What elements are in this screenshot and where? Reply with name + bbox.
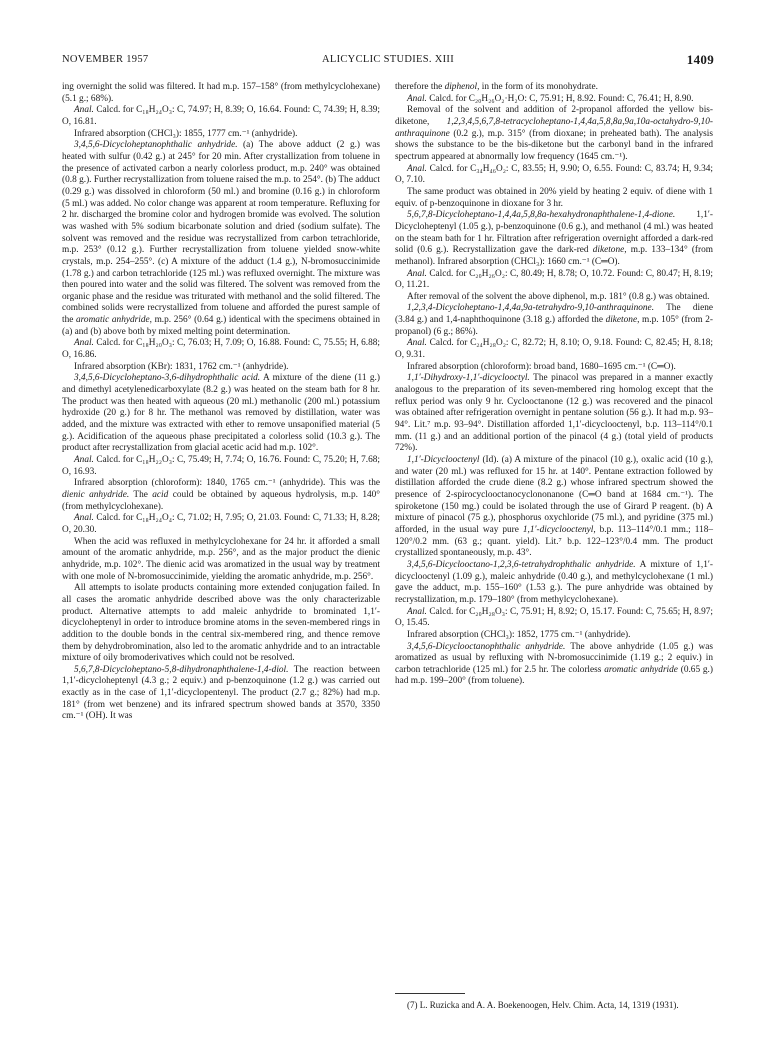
text-run: , m.p. 105° (from 2-propanol) (6 g.; 86%). — [395, 315, 713, 337]
paragraph — [62, 105, 380, 128]
footnote — [395, 1000, 713, 1012]
text-run: Infrared absorption (CHCl₃): 1852, 1775 cm.⁻¹ (anhydride). — [407, 629, 631, 640]
running-head-date: NOVEMBER 1957 — [62, 54, 149, 65]
paragraph — [62, 537, 380, 584]
italic-text: aromatic anhydride — [76, 315, 150, 326]
text-run: , in the form of its monohydrate. — [477, 82, 598, 92]
italic-text: dienic anhydride. — [62, 489, 130, 500]
footnote-rule — [395, 993, 465, 994]
running-head — [62, 52, 714, 68]
paragraph — [395, 269, 713, 292]
italic-text: Anal. — [407, 338, 427, 349]
text-run: The pinacol was prepared in a manner exactly analogous to the preparation of its seven-membered ring homolog except that the reflux period was only 9 hr. Cyclooctanone (12 g.) was recovered and the pinacol was obtained after refrigeration overnight in pentane solution (56 g.). It had m.p. 93–94°. Lit.⁷ m.p. 93–94°. Distillation afforded 1,1′-dicyclooctenyl, b.p. 113–114°/0.1 mm. (11 g.) and an additional portion of the pinacol (4 g.) (total yield of products 72%). — [395, 373, 713, 454]
text-run: After removal of the solvent the above diphenol, m.p. 181° (0.8 g.) was obtained. — [407, 291, 710, 302]
text-run: ing overnight the solid was filtered. It had m.p. 157–158° (from methylcyclohexane) (5.1 g.; 68%). — [62, 82, 380, 104]
text-run: The diene (3.84 g.) and 1,4-naphthoquinone (3.18 g.) afforded the — [395, 303, 713, 326]
paragraph — [62, 513, 380, 536]
paragraph — [395, 373, 713, 455]
page-number: 1409 — [686, 52, 714, 67]
text-run: The — [129, 489, 153, 500]
paragraph — [62, 478, 380, 513]
text-run: , b.p. 113–114°/0.1 mm.; 118–120°/0.2 mm. (63 g.; quant. yield). Lit.⁷ b.p. 122–123°/0.4 mm. The product crystallized spontaneously, m.p. 43°. — [395, 524, 713, 559]
paragraph — [395, 210, 713, 268]
italic-text: Anal. — [74, 105, 94, 116]
text-run: Infrared absorption (CHCl₃): 1855, 1777 cm.⁻¹ (anhydride). — [74, 128, 298, 139]
text-run: Calcd. for C₁₈H₂₀O₃: C, 76.03; H, 7.09; O, 16.88. Found: C, 75.55; H, 6.88; O, 16.86. — [62, 338, 380, 361]
italic-text: Anal. — [407, 93, 427, 104]
right-column — [395, 82, 713, 688]
italic-text: 3,4,5,6-Dicycloheptanophthalic anhydride. — [74, 140, 238, 151]
text-run: Calcd. for C₂₀H₂₆O₂·H₂O: C, 75.91; H, 8.92. Found: C, 76.41; H, 8.90. — [426, 93, 694, 104]
italic-text: acid — [152, 489, 169, 500]
left-column — [62, 82, 380, 723]
paragraph — [62, 129, 380, 141]
italic-text: aromatic anhydride — [604, 664, 678, 675]
italic-text: Anal. — [407, 163, 427, 174]
text-run: 1,1′-Dicycloheptenyl (1.05 g.), p-benzoquinone (0.6 g.), and methanol (4 ml.) was heated on the steam bath for 1 hr. Filtration after refrigeration overnight afforded a dark-red solid (0.6 g.). Recrystallization gave the dark-red — [395, 210, 713, 256]
text-run: , m.p. 256° (0.64 g.) identical with the specimens obtained in (a) and (b) above both by mixed melting point determination. — [62, 315, 380, 337]
text-run: Calcd. for C₁₈H₂₄O₃: C, 74.97; H, 8.39; O, 16.64. Found: C, 74.39; H, 8.39; O, 16.81. — [62, 105, 380, 127]
paragraph — [62, 362, 380, 374]
italic-text: 3,4,5,6-Dicyclooctanophthalic anhydride. — [407, 641, 566, 652]
italic-text: Anal. — [74, 513, 94, 524]
paragraph — [62, 665, 380, 723]
paragraph — [395, 292, 713, 304]
paragraph — [395, 82, 713, 94]
italic-text: 3,4,5,6-Dicyclooctano-1,2,3,6-tetrahydrophthalic anhydride. — [407, 559, 636, 570]
text-run: When the acid was refluxed in methylcyclohexane for 24 hr. it afforded a small amount of the aromatic anhydride, m.p. 256°, and as the major product the dienic anhydride, m.p. 102°. The dienic acid was aromatized in the usual way by treatment with one mole of N-bromosuccinimide, yielding the aromatic anhydride, m.p. 256°. — [62, 536, 380, 582]
footnote-text: (7) L. Ruzicka and A. A. Boekenoogen, Helv. Chim. Acta, 14, 1319 (1931). — [407, 1000, 679, 1010]
italic-text: 5,6,7,8-Dicycloheptano-1,4,4a,5,8,8a-hexahydronaphthalene-1,4-dione. — [407, 210, 676, 221]
text-run: The same product was obtained in 20% yield by heating 2 equiv. of diene with 1 equiv. of p-benzoquinone in dioxane for 3 hr. — [395, 186, 713, 209]
text-run: All attempts to isolate products containing more extended conjugation failed. In all cases the aromatic anhydride described above was the only characterizable product. Alternative attempts to add maleic anhydride to brominated 1,1′-dicycloheptenyl in order to introduce bromine atoms in the seven-membered rings in addition to the double bonds in the central six-membered ring, and thence remove them by dehydrobromination, also led to the aromatic anhydride and to an intractable mixture of oily bromoderivatives which could not be resolved. — [62, 583, 380, 664]
paragraph — [395, 303, 713, 338]
text-run: could be obtained by aqueous hydrolysis, m.p. 140° (from methylcyclohexane). — [62, 489, 381, 512]
text-run: The reaction between 1,1′-dicycloheptenyl (4.3 g.; 2 equiv.) and p-benzoquinone (1.2 g.) was carried out exactly as in the case of 1,1′-dicyclopentenyl. The product (2.7 g.; 82%) had m.p. 181° (from wet benzene) and its infrared spectrum showed bands at 3570, 3350 cm.⁻¹ (OH). It was — [62, 664, 380, 722]
italic-text: 3,4,5,6-Dicycloheptano-3,6-dihydrophthalic acid. — [74, 373, 261, 384]
paragraph — [395, 94, 713, 106]
paragraph — [395, 455, 713, 560]
paragraph — [62, 140, 380, 338]
text-run: (a) The above adduct (2 g.) was heated with sulfur (0.42 g.) at 245° for 20 min. After crystallization from toluene in the presence of activated carbon a nearly colorless product, m.p. 240° was obtained (0.8 g.). Further recrystallization from toluene raised the m.p. to 254°. (b) The adduct (0.29 g.) was dissolved in chloroform (50 ml.) and bromine (0.16 g.) in chloroform (5 ml.) was added. No color change was apparent at room temperature. Refluxing for 2 hr. discharged the bromine color and hydrogen bromide was evolved. The solution was washed with 5% sodium bicarbonate solution and dried (sodium sulfate). The solvent was removed and the residue was recrystallized from carbon tetrachloride, m.p. 253° (0.12 g.). Further recrystallization from toluene yielded snow-white crystals, m.p. 254–255°. (c) A mixture of the adduct (1.4 g.), N-bromosuccinimide (1.78 g.) and carbon tetrachloride (125 ml.) was refluxed overnight. The mixture was then poured into water and the solid was filtered. The solvent was removed from the organic phase and the residue was triturated with methanol and the solid filtered. The combined solids were recrystallized from toluene and afforded the purest sample of the — [62, 140, 380, 326]
text-run: The above anhydride (1.05 g.) was aromatized as usual by refluxing with N-bromosuccinimide (1.19 g.; 2 equiv.) in carbon tetrachloride (125 ml.) for 2.5 hr. The colorless — [395, 641, 713, 675]
text-run: (Id). (a) A mixture of the pinacol (10 g.), oxalic acid (10 g.), and water (20 ml.) was refluxed for 15 hr. at 140°. Pentane extraction followed by distillation afforded the crude diene (8.2 g.) whose infrared spectrum showed the presence of 2-spirocyclooctanocyclononanone (C═O band at 1684 cm.⁻¹). The spiroketone (150 mg.) could be isolated through the use of Girard P reagent. (b) A mixture of pinacol (75 g.), phosphorus oxychloride (75 ml.), and pyridine (375 ml.) afforded, in the usual way pure — [395, 455, 713, 535]
text-run: Calcd. for C₂₀H₂₈O₃: C, 75.91; H, 8.92; O, 15.17. Found: C, 75.65; H, 8.97; O, 15.45. — [395, 606, 713, 629]
text-run: , m.p. 133–134° (from methanol). Infrared absorption (CHCl₃): 1660 cm.⁻¹ (C═O). — [395, 245, 714, 267]
text-run: Calcd. for C₂₄H₂₈O₂: C, 82.72; H, 8.10; O, 9.18. Found: C, 82.45; H, 8.18; O, 9.31. — [395, 338, 713, 361]
paragraph — [62, 583, 380, 665]
italic-text: Anal. — [74, 455, 94, 465]
italic-text: 1,2,3,4,5,6,7,8-tetracycloheptano-1,4,4a,5,8,8a,9a,10a-octahydro-9,10-anthraquinone — [395, 116, 713, 139]
italic-text: diketone — [605, 315, 638, 326]
paragraph — [395, 164, 713, 187]
text-run: Calcd. for C₁₈H₂₂O₃: C, 75.49; H, 7.74; O, 16.76. Found: C, 75.20; H, 7.68; O, 16.93. — [62, 455, 380, 477]
paragraph — [395, 560, 713, 607]
italic-text: Anal. — [407, 268, 427, 279]
italic-text: 1,1′-Dicyclooctenyl — [407, 455, 480, 465]
running-head-title: ALICYCLIC STUDIES. XIII — [321, 54, 454, 65]
text-run: Calcd. for C₁₈H₂₄O₄: C, 71.02; H, 7.95; O, 21.03. Found: C, 71.33; H, 8.28; O, 20.30. — [62, 513, 380, 535]
paragraph — [62, 373, 380, 455]
text-run: Infrared absorption (chloroform): 1840, 1765 cm.⁻¹ (anhydride). This was the — [74, 478, 380, 489]
text-run: (0.2 g.), m.p. 315° (from dioxane; in preheated bath). The analysis shows the substance to be the bis-diketone but the carbonyl band in the infrared spectrum appeared at abnormally low frequency (1645 cm.⁻¹). — [395, 128, 713, 162]
text-run: Infrared absorption (chloroform): broad band, 1680–1695 cm.⁻¹ (C═O). — [407, 361, 676, 372]
text-run: Calcd. for C₂₀H₂₆O₂: C, 80.49; H, 8.78; O, 10.72. Found: C, 80.47; H, 8.19; O, 11.21. — [395, 268, 713, 291]
text-run: (0.65 g.) had m.p. 199–200° (from toluene). — [395, 664, 713, 687]
italic-text: 5,6,7,8-Dicycloheptano-5,8-dihydronaphthalene-1,4-diol. — [74, 664, 289, 675]
paragraph — [62, 338, 380, 361]
paragraph — [395, 187, 713, 210]
paragraph — [62, 82, 380, 105]
paragraph — [395, 607, 713, 630]
italic-text: 1,1′-dicyclooctenyl — [522, 524, 594, 535]
italic-text: Anal. — [407, 606, 427, 617]
paragraph — [395, 642, 713, 689]
italic-text: Anal. — [74, 338, 94, 349]
text-run: therefore the — [395, 82, 445, 92]
paragraph — [62, 455, 380, 478]
text-run: A mixture of the diene (11 g.) and dimethyl acetylenedicarboxylate (8.2 g.) was heated on the steam bath for 8 hr. The product was then heated with aqueous (20 ml.) methanolic (200 ml.) potassium hydroxide (20 g.) for 8 hr. The methanol was removed by distillation, water was added, and the mixture was extracted with ether to remove unsaponified material (5 g.). Acidification of the aqueous phase precipitated a colorless solid (10.3 g.). The product after recrystallization from glacial acetic acid had m.p. 102°. — [62, 373, 380, 454]
italic-text: diketone — [592, 245, 625, 256]
italic-text: 1,2,3,4-Dicycloheptano-1,4,4a,9a-tetrahydro-9,10-anthraquinone. — [407, 303, 655, 314]
italic-text: 1,1′-Dihydroxy-1,1′-dicyclooctyl. — [407, 373, 530, 384]
paragraph — [395, 630, 713, 642]
italic-text: diphenol — [444, 82, 478, 92]
text-run: Infrared absorption (KBr): 1831, 1762 cm.⁻¹ (anhydride). — [74, 361, 289, 372]
paragraph — [395, 362, 713, 374]
text-run: A mixture of 1,1′-dicyclooctenyl (1.09 g.), maleic anhydride (0.40 g.), and methylcyclohexane (1 ml.) gave the adduct, m.p. 155–160° (1.53 g.). The pure anhydride was obtained by recrystallization, m.p. 179–180° (from methylcyclohexane). — [395, 559, 713, 605]
paragraph — [395, 338, 713, 361]
paragraph — [395, 105, 713, 163]
text-run: Calcd. for C₃₄H₄₆O₂: C, 83.55; H, 9.90; O, 6.55. Found: C, 83.74; H, 9.34; O, 7.10. — [395, 163, 713, 186]
text-run: Removal of the solvent and addition of 2-propanol afforded the yellow bis-diketone, — [395, 105, 713, 127]
